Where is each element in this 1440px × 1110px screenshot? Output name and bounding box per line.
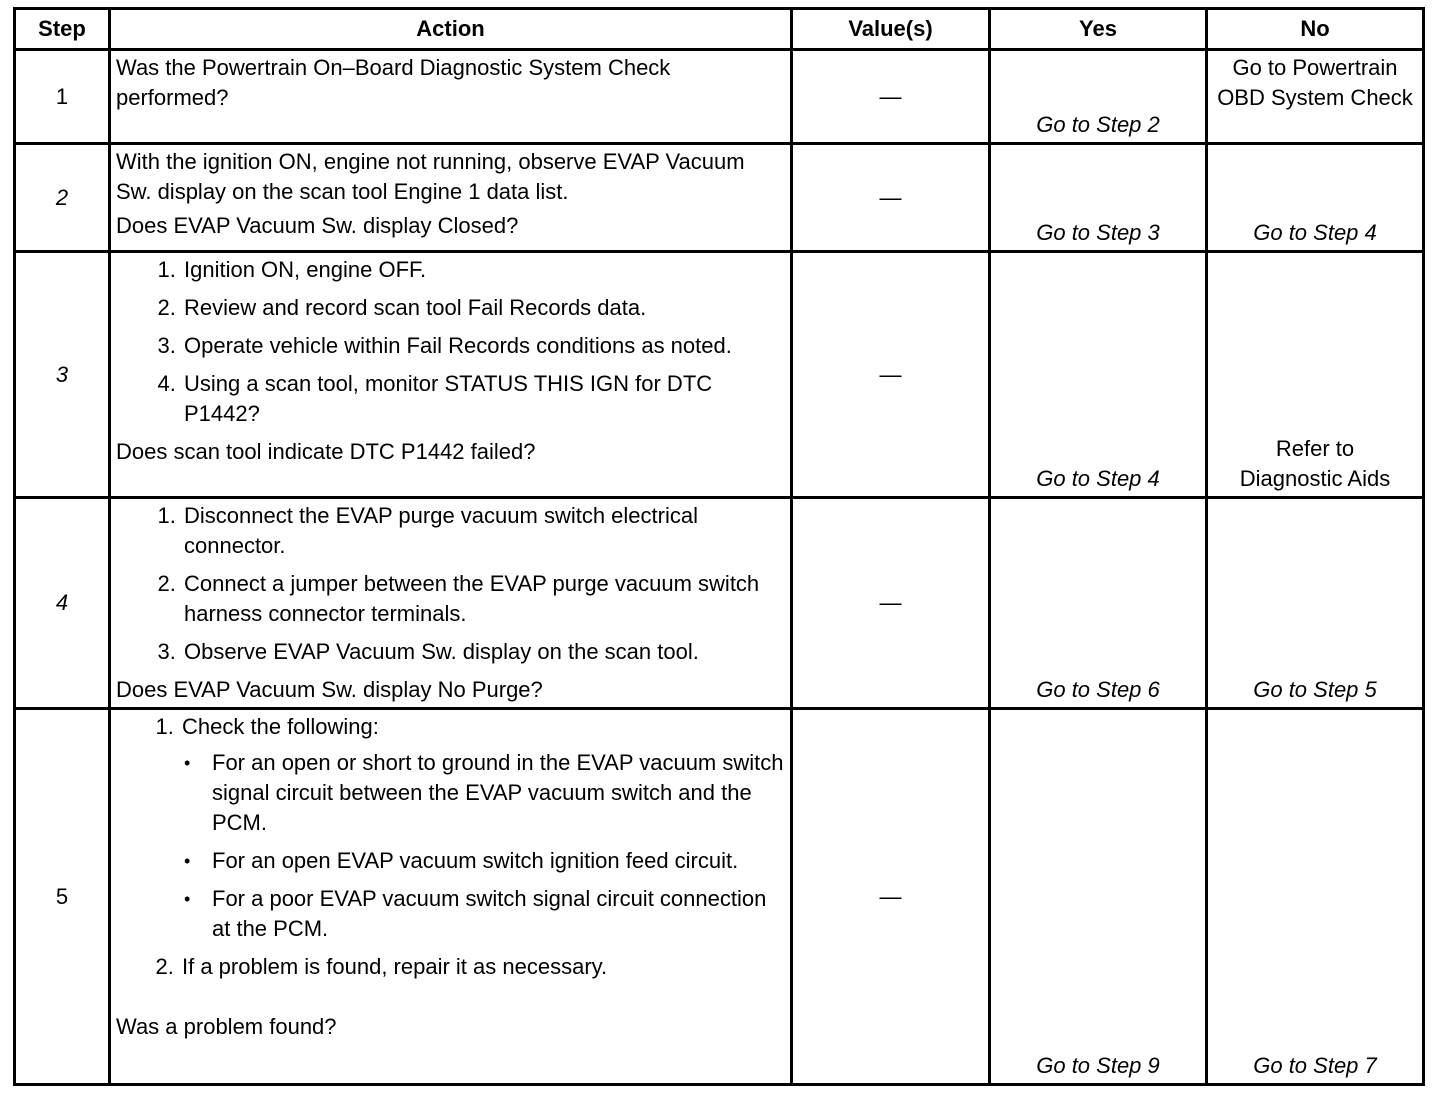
value-cell: — xyxy=(792,144,990,252)
action-steps xyxy=(116,712,784,982)
action-question: Was a problem found? xyxy=(116,1014,337,1039)
header-yes: Yes xyxy=(990,9,1207,50)
yes-cell xyxy=(990,498,1207,709)
header-action: Action xyxy=(110,9,792,50)
action-step-item: 4. Using a scan tool, monitor STATUS THIS IGN for DTC P1442? xyxy=(182,369,784,429)
header-values: Value(s) xyxy=(792,9,990,50)
action-text: Was the Powertrain On–Board Diagnostic System Check performed? xyxy=(116,55,671,110)
table-row xyxy=(15,252,1424,498)
no-cell xyxy=(1207,709,1424,1085)
yes-cell xyxy=(990,252,1207,498)
action-question: Does EVAP Vacuum Sw. display Closed? xyxy=(116,213,519,238)
no-link[interactable]: Go to Step 7 xyxy=(1253,1053,1377,1078)
yes-link[interactable]: Go to Step 2 xyxy=(1036,112,1160,137)
table-row xyxy=(15,144,1424,252)
no-link[interactable]: Go to Powertrain OBD System Check xyxy=(1217,55,1413,110)
step-number: 2 xyxy=(15,144,110,252)
yes-cell xyxy=(990,50,1207,144)
action-step-item: 1. Disconnect the EVAP purge vacuum switch electrical connector. xyxy=(182,501,784,561)
value-cell: — xyxy=(792,709,990,1085)
step-number: 4 xyxy=(15,498,110,709)
table-row xyxy=(15,709,1424,1085)
action-step-item: 2. Connect a jumper between the EVAP purge vacuum switch harness connector terminals. xyxy=(182,569,784,629)
action-cell xyxy=(110,144,792,252)
check-label: Check the following: xyxy=(182,714,379,739)
yes-link[interactable]: Go to Step 3 xyxy=(1036,220,1160,245)
bullet-item: • For an open EVAP vacuum switch ignition feed circuit. xyxy=(210,846,784,876)
step-number: 5 xyxy=(15,709,110,1085)
step-number: 3 xyxy=(15,252,110,498)
yes-link[interactable]: Go to Step 4 xyxy=(1036,466,1160,491)
step-number: 1 xyxy=(15,50,110,144)
action-cell xyxy=(110,252,792,498)
value-cell: — xyxy=(792,50,990,144)
value-cell: — xyxy=(792,498,990,709)
action-cell xyxy=(110,50,792,144)
yes-link[interactable]: Go to Step 9 xyxy=(1036,1053,1160,1078)
action-cell xyxy=(110,498,792,709)
bullet-item: • For an open or short to ground in the EVAP vacuum switch signal circuit between the EVAP vacuum switch and the PCM. xyxy=(210,748,784,838)
action-step-item: 1. Ignition ON, engine OFF. xyxy=(182,255,784,285)
table-row xyxy=(15,498,1424,709)
action-step-item xyxy=(180,712,784,944)
check-bullets xyxy=(182,748,784,944)
action-step-item: 2. If a problem is found, repair it as necessary. xyxy=(180,952,784,982)
action-step-item: 2. Review and record scan tool Fail Records data. xyxy=(182,293,784,323)
no-cell xyxy=(1207,252,1424,498)
action-text: With the ignition ON, engine not running, observe EVAP Vacuum Sw. display on the scan tool Engine 1 data list. xyxy=(116,149,745,204)
yes-cell xyxy=(990,144,1207,252)
no-link[interactable]: Go to Step 4 xyxy=(1253,220,1377,245)
no-cell xyxy=(1207,50,1424,144)
action-steps xyxy=(116,501,784,667)
table-row xyxy=(15,50,1424,144)
no-link[interactable]: Refer to Diagnostic Aids xyxy=(1239,436,1391,491)
header-row xyxy=(15,9,1424,50)
no-cell xyxy=(1207,144,1424,252)
no-link[interactable]: Go to Step 5 xyxy=(1253,677,1377,702)
action-question: Does scan tool indicate DTC P1442 failed? xyxy=(116,439,536,464)
bullet-item: • For a poor EVAP vacuum switch signal circuit connection at the PCM. xyxy=(210,884,784,944)
action-question: Does EVAP Vacuum Sw. display No Purge? xyxy=(116,677,543,702)
yes-cell xyxy=(990,709,1207,1085)
action-cell xyxy=(110,709,792,1085)
header-step: Step xyxy=(15,9,110,50)
action-step-item: 3. Operate vehicle within Fail Records conditions as noted. xyxy=(182,331,784,361)
header-no: No xyxy=(1207,9,1424,50)
value-cell: — xyxy=(792,252,990,498)
yes-link[interactable]: Go to Step 6 xyxy=(1036,677,1160,702)
action-steps xyxy=(116,255,784,429)
action-step-item: 3. Observe EVAP Vacuum Sw. display on the scan tool. xyxy=(182,637,784,667)
no-cell xyxy=(1207,498,1424,709)
diagnostic-table xyxy=(13,7,1425,1086)
